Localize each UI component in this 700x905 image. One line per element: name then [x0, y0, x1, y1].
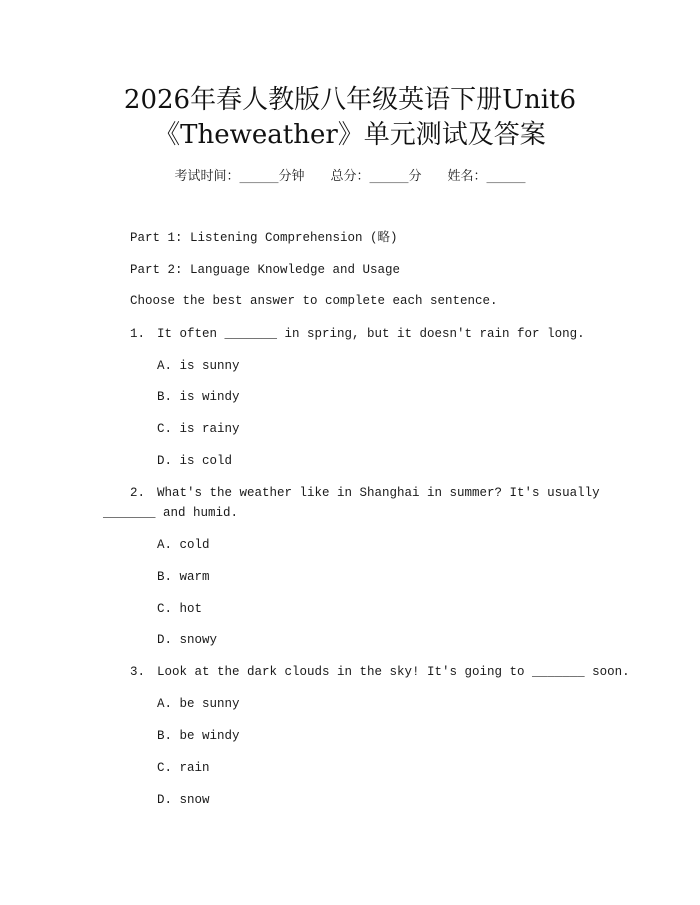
question-number: 3.: [130, 665, 146, 679]
student-name-field: 姓名：______: [447, 169, 526, 184]
question-number: 2.: [130, 486, 146, 500]
total-score-field: 总分：______分: [330, 169, 422, 184]
exam-time-field: 考试时间：______分钟: [174, 169, 305, 184]
answer-option: D. is cold: [157, 454, 233, 468]
answer-option: B. warm: [157, 570, 210, 584]
answer-option: A. is sunny: [157, 359, 240, 373]
answer-option: D. snow: [157, 793, 210, 807]
exam-meta: [0, 168, 700, 186]
question-text: It often _______ in spring, but it doesn't rain for long.: [157, 327, 585, 341]
question-text: Look at the dark clouds in the sky! It's going to _______ soon.: [157, 665, 630, 679]
answer-option: B. is windy: [157, 390, 240, 404]
answer-option: A. be sunny: [157, 697, 240, 711]
answer-option: C. is rainy: [157, 422, 240, 436]
answer-option: B. be windy: [157, 729, 240, 743]
part-2-heading: Part 2: Language Knowledge and Usage: [130, 263, 401, 277]
answer-option: C. hot: [157, 602, 203, 616]
answer-option: A. cold: [157, 538, 210, 552]
part-1-heading: Part 1: Listening Comprehension (略): [130, 231, 398, 245]
question-text: What's the weather like in Shanghai in summer? It's usually: [157, 486, 600, 500]
question-text-continuation: _______ and humid.: [103, 506, 239, 520]
document-title-line-2: 《Theweather》单元测试及答案: [154, 120, 546, 150]
answer-option: C. rain: [157, 761, 210, 775]
instruction-text: Choose the best answer to complete each sentence.: [130, 294, 498, 308]
document-title-line-1: 2026年春人教版八年级英语下册Unit6: [123, 85, 577, 115]
question-number: 1.: [130, 327, 146, 341]
answer-option: D. snowy: [157, 633, 218, 647]
